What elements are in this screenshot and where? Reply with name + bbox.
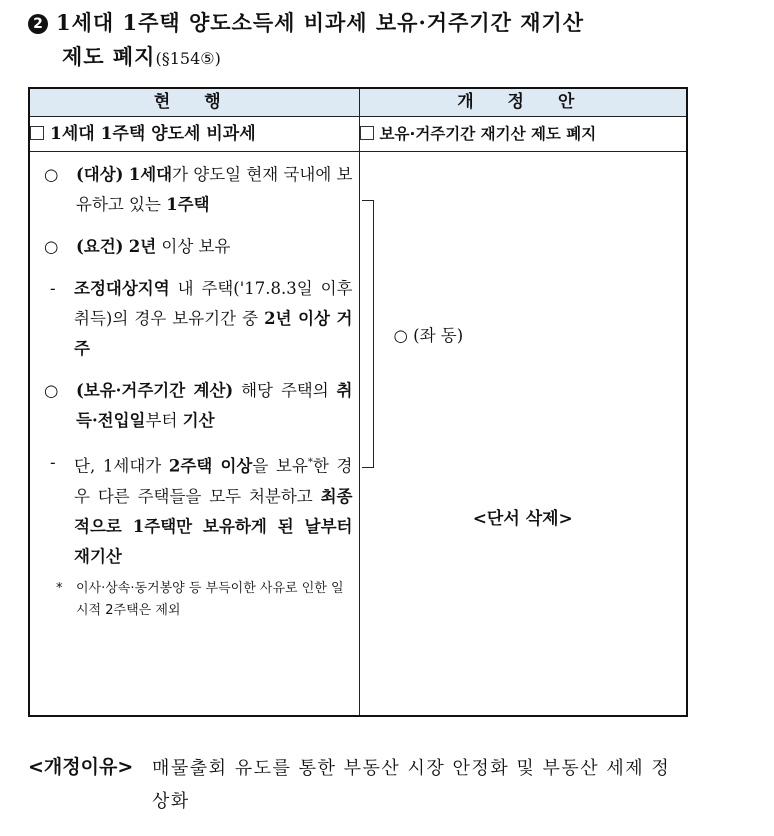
item-proviso — [36, 448, 353, 572]
reason-text: 매물출회 유도를 통한 부동산 시장 안정화 및 부동산 세제 정상화 — [152, 758, 671, 812]
proposal-body-cell — [359, 152, 687, 717]
item-period-calc — [36, 376, 353, 436]
item-period-calc-label: (보유·거주기간 계산) — [76, 381, 234, 400]
item-requirement-years: 2년 — [128, 237, 157, 256]
item-target-household: 1세대 — [128, 165, 173, 184]
footnote-text: 이사·상속·동거봉양 등 부득이한 사유로 인한 일시적 2주택은 제외 — [76, 580, 344, 618]
item-regulated-area-residence: 2년 이상 거주 — [74, 309, 353, 358]
circle-bullet: ○ — [44, 237, 59, 256]
item-proviso-text2: 을 보유 — [252, 456, 308, 476]
title-reference: (§154⑤) — [155, 49, 221, 68]
proviso-deleted-text: <단서 삭제> — [472, 509, 573, 529]
checkbox-square-icon — [360, 126, 374, 140]
item-proviso-text1: 단, 1세대가 — [74, 456, 169, 476]
circle-bullet: ○ — [44, 165, 59, 184]
dash-bullet: - — [50, 279, 56, 298]
title-line2: 제도 폐지 — [62, 44, 156, 69]
item-requirement — [36, 232, 353, 262]
comparison-table — [28, 87, 688, 717]
item-requirement-label: (요건) — [76, 237, 124, 256]
header-current: 현 행 — [29, 88, 359, 117]
title-line1: 1세대 1주택 양도소득세 비과세 보유·거주기간 재기산 — [56, 10, 585, 35]
current-subtitle: 1세대 1주택 양도세 비과세 — [50, 124, 256, 144]
item-target-label: (대상) — [76, 165, 124, 184]
header-proposal: 개 정 안 — [359, 88, 687, 117]
item-period-calc-text2: 부터 — [145, 411, 183, 430]
item-target-text: 가 양도일 현재 국내에 보유하고 있는 — [76, 165, 353, 214]
item-target-house: 1주택 — [166, 195, 210, 214]
footnote — [36, 578, 353, 622]
body-row — [29, 152, 687, 717]
item-regulated-area — [36, 274, 353, 364]
item-proviso-restart: 최종적으로 1주택만 보유하게 된 날부터 재기산 — [74, 486, 353, 566]
asterisk-bullet: * — [56, 580, 63, 596]
checkbox-square-icon — [30, 126, 44, 140]
item-period-calc-date: 취득·전입일 — [76, 381, 353, 430]
subtitle-row — [29, 117, 687, 152]
section-title — [28, 6, 748, 76]
item-regulated-area-label: 조정대상지역 — [74, 279, 170, 298]
proposal-subtitle-cell — [359, 117, 687, 152]
header-row — [29, 88, 687, 117]
current-subtitle-cell — [29, 117, 359, 152]
current-body-cell — [29, 152, 359, 717]
item-proviso-text3: 한 경우 다른 주택들을 모두 처분하고 — [74, 456, 353, 506]
item-regulated-area-text: 내 주택('17.8.3일 이후 취득)의 경우 보유기간 중 — [74, 279, 353, 328]
dash-bullet: - — [50, 453, 56, 472]
bracket-line — [362, 200, 374, 468]
circle-bullet: ○ — [44, 381, 59, 400]
footnote-marker: * — [307, 457, 313, 468]
item-period-calc-text1: 해당 주택의 — [233, 381, 337, 400]
item-proviso-two-houses: 2주택 이상 — [168, 456, 253, 476]
proposal-subtitle: 보유·거주기간 재기산 제도 폐지 — [379, 125, 597, 143]
item-period-calc-start: 기산 — [182, 411, 215, 430]
same-as-left-text: ○ (좌 동) — [393, 326, 464, 345]
item-target — [36, 160, 353, 220]
reason-label: <개정이유> — [28, 756, 134, 778]
section-number-badge: 2 — [28, 14, 48, 34]
item-requirement-text: 이상 보유 — [156, 237, 231, 256]
